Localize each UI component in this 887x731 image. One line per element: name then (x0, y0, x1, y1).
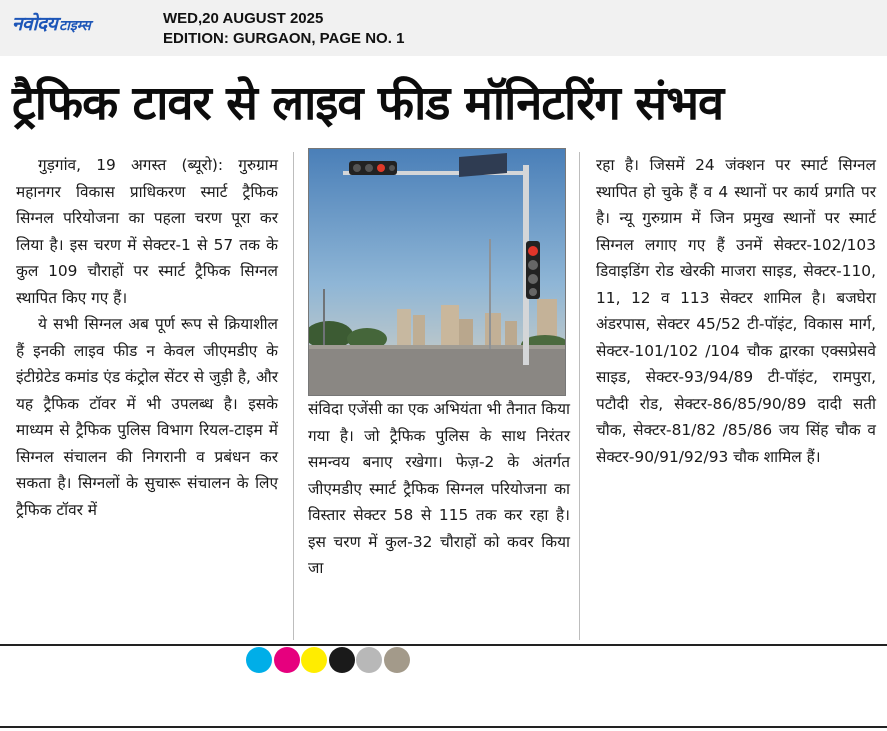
article-column-3 (596, 152, 876, 470)
newspaper-logo (12, 10, 91, 36)
color-swatch-dot (274, 647, 300, 673)
color-swatch-dot (384, 647, 410, 673)
registration-color-marks (246, 647, 411, 673)
article-column-1 (16, 152, 278, 523)
article-column-2 (308, 396, 570, 582)
paragraph: रहा है। जिसमें 24 जंक्शन पर स्मार्ट सिग्नल स्थापित हो चुके हैं व 4 स्थानों पर कार्य प्रगति पर है। न्यू गुरुग्राम में जिन प्रमुख स्थानों पर स्मार्ट सिग्नल लगाए गए हैं उनमें सेक्टर-102/103 डिवाइडिंग रोड खेरकी माजरा साइड, सेक्टर-110, 11, 12 व 113 सेक्टर शामिल है। बजघेरा अंडरपास, सेक्टर 45/52 टी-पॉइंट, विकास मार्ग, सेक्टर-101/102 /104 चौक द्वारका एक्सप्रेसवे साइड, सेक्टर-93/94/89 टी-पॉइंट, रामपुरा, पटौदी रोड, सेक्टर-86/85/90/89 दादी सती चौक, सेक्टर-81/82 /85/86 जय सिंह चौक व सेक्टर-90/91/92/93 चौक शामिल हैं। (596, 156, 876, 466)
page-footer (0, 644, 887, 731)
paragraph: संविदा एजेंसी का एक अभियंता भी तैनात किया गया है। जो ट्रैफिक पुलिस के साथ निरंतर समन्वय बनाए रखेगा। फेज़-2 के अंतर्गत जीएमडीए स्मार्ट ट्रैफिक सिग्नल परियोजना का विस्तार सेक्टर 58 से 115 तक कर रहा है। इस चरण में कुल-32 चौराहों को कवर किया जा (308, 400, 570, 577)
column-divider (293, 152, 294, 640)
masthead-bar (0, 0, 887, 56)
issue-date: WED,20 AUGUST 2025 (163, 10, 324, 27)
column-divider (579, 152, 580, 640)
paragraph: ये सभी सिग्नल अब पूर्ण रूप से क्रियाशील हैं इनकी लाइव फीड न केवल जीएमडीए के इंटीग्रेटेड कमांड एंड कंट्रोल सेंटर से जुड़ी है, और यह ट्रैफिक टॉवर में भी उपलब्ध है। इसके माध्यम से ट्रैफिक पुलिस विभाग रियल-टाइम में सिग्नल संचालन की निगरानी व प्रबंधन कर सकता है। सिग्नलों के सुचारू संचालन के लिए ट्रैफिक टॉवर में (16, 315, 278, 519)
traffic-signal-photo (308, 148, 566, 396)
color-swatch-dot (356, 647, 382, 673)
logo-sub-text: टाइम्स (59, 18, 91, 34)
color-swatch-dot (246, 647, 272, 673)
edition-page: EDITION: GURGAON, PAGE NO. 1 (163, 30, 405, 47)
logo-main-text: नवोदय (12, 13, 58, 35)
color-swatch-dot (329, 647, 355, 673)
photo-image (309, 149, 565, 395)
edition-info (163, 9, 404, 49)
footer-rule (0, 726, 887, 728)
paragraph: गुड़गांव, 19 अगस्त (ब्यूरो): गुरुग्राम महानगर विकास प्राधिकरण स्मार्ट ट्रैफिक सिग्नल परियोजना का पहला चरण पूरा कर लिया है। इस चरण में सेक्टर-1 से 57 तक के कुल 109 चौराहों पर स्मार्ट ट्रैफिक सिग्नल स्थापित किए गए हैं। (16, 156, 278, 307)
color-swatch-dot (301, 647, 327, 673)
news-clipping (12, 56, 887, 644)
headline: ट्रैफिक टावर से लाइव फीड मॉनिटरिंग संभव (12, 76, 724, 131)
